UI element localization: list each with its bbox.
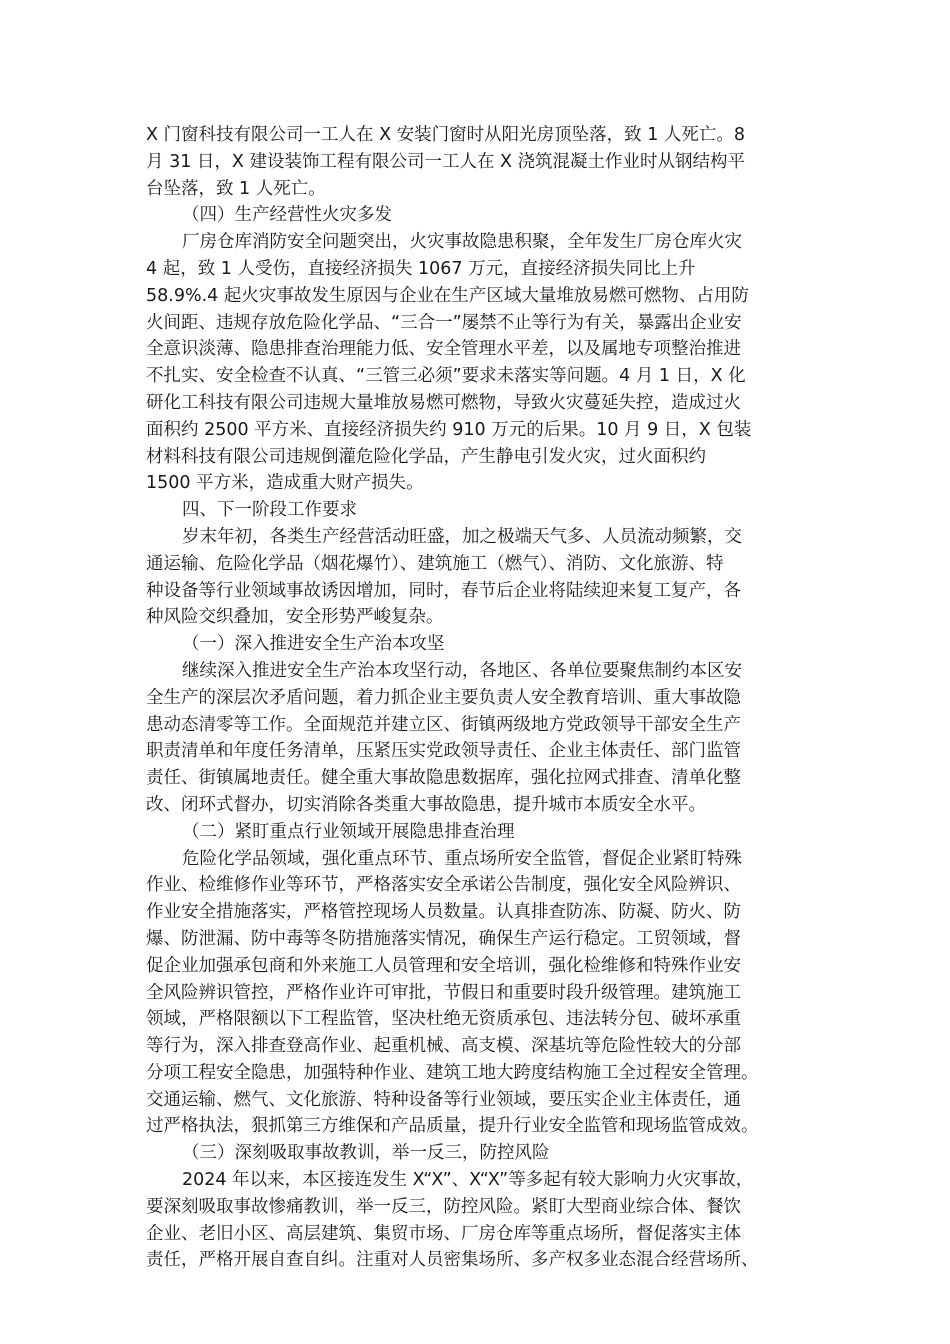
text-line: X 门窗科技有限公司一工人在 X 安装门窗时从阳光房顶坠落，致 1 人死亡。8 (146, 125, 746, 145)
text-line: 厂房仓库消防安全问题突出，火灾事故隐患积聚，全年发生厂房仓库火灾 (182, 232, 742, 253)
text-line: （二）紧盯重点行业领域开展隐患排查治理 (182, 821, 515, 842)
text-line: 月 31 日，X 建设装饰工程有限公司一工人在 X 浇筑混凝土作业时从钢结构平 (146, 151, 746, 172)
text-line: 种风险交织叠加，安全形势严峻复杂。 (146, 607, 444, 628)
text-line: 要深刻吸取事故惨痛教训，举一反三，防控风险。紧盯大型商业综合体、餐饮 (146, 1196, 741, 1217)
text-line: 材料科技有限公司违规倒灌危险化学品，产生静电引发火灾，过火面积约 (146, 446, 706, 467)
text-line: 危险化学品领域，强化重点环节、重点场所安全监管，督促企业紧盯特殊 (182, 848, 742, 869)
text-line: 职责清单和年度任务清单，压紧压实党政领导责任、企业主体责任、部门监管 (146, 741, 741, 762)
text-line: 交通运输、燃气、文化旅游、特种设备等行业领域，要压实企业主体责任，通 (146, 1089, 741, 1110)
text-line: 四、下一阶段工作要求 (182, 500, 357, 521)
text-line: 领域，严格限额以下工程监管，坚决杜绝无资质承包、违法转分包、破坏承重 (146, 1009, 741, 1030)
text-line: 不扎实、安全检查不认真、“三管三必须”要求未落实等问题。4 月 1 日，X 化 (146, 366, 746, 387)
text-line: 改、闭环式督办，切实消除各类重大事故隐患，提升城市本质安全水平。 (146, 794, 706, 815)
text-line: 企业、老旧小区、高层建筑、集贸市场、厂房仓库等重点场所，督促落实主体 (146, 1223, 741, 1244)
text-line: 促企业加强承包商和外来施工人员管理和安全培训，强化检维修和特殊作业安 (146, 955, 741, 976)
text-line: 火间距、违规存放危险化学品、“三合一”屡禁不止等行为有关，暴露出企业安 (146, 312, 742, 333)
text-line: 全意识淡薄、隐患排查治理能力低、安全管理水平差，以及属地专项整治推进 (146, 339, 741, 360)
text-line: 等行为，深入排查登高作业、起重机械、高支模、深基坑等危险性较大的分部 (146, 1036, 741, 1057)
text-line: 作业安全措施落实，严格管控现场人员数量。认真排查防冻、防凝、防火、防 (146, 902, 741, 923)
text-line: 作业、检维修作业等环节，严格落实安全承诺公告制度，强化安全风险辨识、 (146, 875, 741, 896)
text-line: 研化工科技有限公司违规大量堆放易燃可燃物，导致火灾蔓延失控，造成过火 (146, 392, 741, 413)
text-line: （三）深刻吸取事故教训，举一反三，防控风险 (182, 1143, 550, 1164)
text-line: （一）深入推进安全生产治本攻坚 (182, 634, 445, 655)
text-line: 面积约 2500 平方米、直接经济损失约 910 万元的后果。10 月 9 日，X 包装 (146, 419, 752, 440)
text-line: 责任、街镇属地责任。健全重大事故隐患数据库，强化拉网式排查、清单化整 (146, 768, 741, 789)
text-line: 患动态清零等工作。全面规范并建立区、街镇两级地方党政领导干部安全生产 (146, 714, 741, 735)
text-line: 继续深入推进安全生产治本攻坚行动，各地区、各单位要聚焦制约本区安 (182, 660, 742, 681)
text-line: 58.9%.4 起火灾事故发生原因与企业在生产区域大量堆放易燃可燃物、占用防 (146, 285, 749, 306)
text-line: 台坠落，致 1 人死亡。 (146, 178, 326, 199)
text-line: 4 起，致 1 人受伤，直接经济损失 1067 万元，直接经济损失同比上升 (146, 258, 696, 279)
text-line: 过严格执法，狠抓第三方维保和产品质量，提升行业安全监管和现场监管成效。 (146, 1116, 759, 1137)
text-line: 种设备等行业领域事故诱因增加，同时，春节后企业将陆续迎来复工复产，各 (146, 580, 741, 601)
text-line: 1500 平方米，造成重大财产损失。 (146, 473, 424, 494)
text-line: 全生产的深层次矛盾问题，着力抓企业主要负责人安全教育培训、重大事故隐 (146, 687, 741, 708)
text-line: 全风险辨识管控，严格作业许可审批，节假日和重要时段升级管理。建筑施工 (146, 982, 741, 1003)
text-line: （四）生产经营性火灾多发 (182, 205, 392, 226)
text-line: 2024 年以来，本区接连发生 X“X”、X“X”等多起有较大影响力火灾事故， (182, 1170, 754, 1191)
text-line: 分项工程安全隐患，加强特种作业、建筑工地大跨度结构施工全过程安全管理。 (146, 1062, 759, 1083)
text-line: 通运输、危险化学品（烟花爆竹）、建筑施工（燃气）、消防、文化旅游、特 (146, 553, 724, 574)
text-line: 岁末年初，各类生产经营活动旺盛，加之极端天气多、人员流动频繁，交 (182, 526, 742, 547)
text-line: 责任，严格开展自查自纠。注重对人员密集场所、多产权多业态混合经营场所、 (146, 1250, 759, 1271)
document-page (146, 122, 806, 1274)
text-line: 爆、防泄漏、防中毒等冬防措施落实情况，确保生产运行稳定。工贸领域，督 (146, 928, 741, 949)
